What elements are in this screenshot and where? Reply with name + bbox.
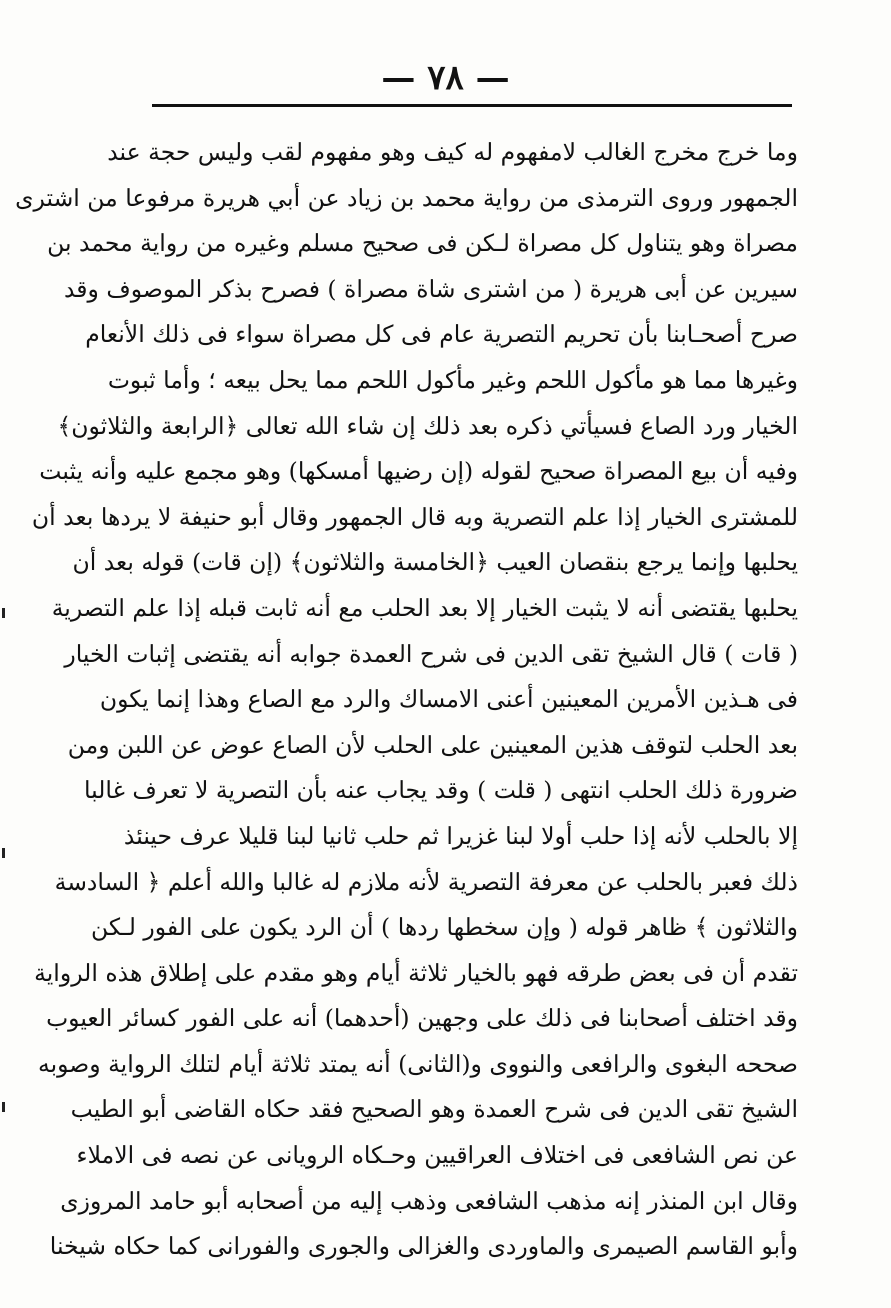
text-line: يحلبها يقتضى أنه لا يثبت الخيار إلا بعد الحلب مع أنه ثابت قبله إذا علم التصرية — [51, 593, 798, 622]
text-line: وفيه أن بيع المصراة صحيح لقوله (إن رضيها أمسكها) وهو مجمع عليه وأنه يثبت — [39, 457, 798, 486]
text-line: الشيخ تقى الدين فى شرح العمدة وهو الصحيح فقد حكاه القاضى أبو الطيب — [70, 1095, 798, 1124]
text-line: وقال ابن المنذر إنه مذهب الشافعى وذهب إليه من أصحابه أبو حامد المروزى — [60, 1186, 798, 1215]
text-line: عن نص الشافعى فى اختلاف العراقيين وحـكاه الرويانى عن نصه فى الاملاء — [76, 1141, 798, 1170]
text-line: إلا بالحلب لأنه إذا حلب أولا لبنا غزيرا ثم حلب ثانيا لبنا قليلا عرف حينئذ — [123, 821, 798, 850]
text-line: وما خرج مخرج الغالب لامفهوم له كيف وهو مفهوم لقب وليس حجة عند — [107, 138, 798, 166]
text-line: الجمهور وروى الترمذى من رواية محمد بن زياد عن أبي هريرة مرفوعا من اشترى — [15, 183, 798, 212]
text-line: صرح أصحـابنا بأن تحريم التصرية عام فى كل مصراة سواء فى ذلك الأنعام — [85, 320, 798, 349]
text-line: مصراة وهو يتناول كل مصراة لـكن فى صحيح مسلم وغيره من رواية محمد بن — [47, 229, 798, 258]
text-line: للمشترى الخيار إذا علم التصرية وبه قال الجمهور وقال أبو حنيفة لا يردها بعد أن — [31, 502, 798, 531]
text-line: الخيار ورد الصاع فسيأتي ذكره بعد ذلك إن شاء الله تعالى ﴿الرابعة والثلاثون﴾ — [57, 411, 798, 440]
text-line: بعد الحلب لتوقف هذين المعينين على الحلب لأن الصاع عوض عن اللبن ومن — [67, 730, 798, 759]
text-line: ضرورة ذلك الحلب انتهى ( قلت ) وقد يجاب عنه بأن التصرية لا تعرف غالبا — [84, 776, 798, 805]
text-line: سيرين عن أبى هريرة ( من اشترى شاة مصراة ) فصرح بذكر الموصوف وقد — [63, 274, 798, 303]
header-rule — [152, 104, 792, 107]
text-line: وقد اختلف أصحابنا فى ذلك على وجهين (أحدهما) أنه على الفور كسائر العيوب — [46, 1004, 798, 1033]
text-line: يحلبها وإنما يرجع بنقصان العيب ﴿الخامسة والثلاثون﴾ (إن قات) قوله بعد أن — [72, 548, 798, 577]
text-line: والثلاثون ﴾ ظاهر قوله ( وإن سخطها ردها ) أن الرد يكون على الفور لـكن — [91, 913, 798, 942]
page-number: — ٧٨ — — [381, 58, 510, 98]
margin-mark — [2, 848, 5, 858]
text-line: وأبو القاسم الصيمرى والماوردى والغزالى والجورى والفورانى كما حكاه شيخنا — [49, 1232, 798, 1261]
text-line: صححه البغوى والرافعى والنووى و(الثانى) أنه يمتد ثلاثة أيام لتلك الرواية وصوبه — [38, 1049, 798, 1078]
text-line: تقدم أن فى بعض طرقه فهو بالخيار ثلاثة أيام وهو مقدم على إطلاق هذه الرواية — [34, 958, 798, 987]
text-line: وغيرها مما هو مأكول اللحم وغير مأكول اللحم مما يحل بيعه ؛ وأما ثبوت — [107, 365, 798, 394]
text-line: ذلك فعبر بالحلب عن معرفة التصرية لأنه ملازم له غالبا والله أعلم ﴿ السادسة — [54, 867, 798, 896]
text-line: فى هـذين الأمرين المعينين أعنى الامساك والرد مع الصاع وهذا إنما يكون — [99, 685, 798, 714]
margin-mark — [2, 1102, 5, 1112]
body-text — [15, 130, 798, 1270]
text-line: ( قات ) قال الشيخ تقى الدين فى شرح العمدة جوابه أنه يقتضى إثبات الخيار — [64, 639, 798, 668]
margin-mark — [2, 608, 5, 618]
